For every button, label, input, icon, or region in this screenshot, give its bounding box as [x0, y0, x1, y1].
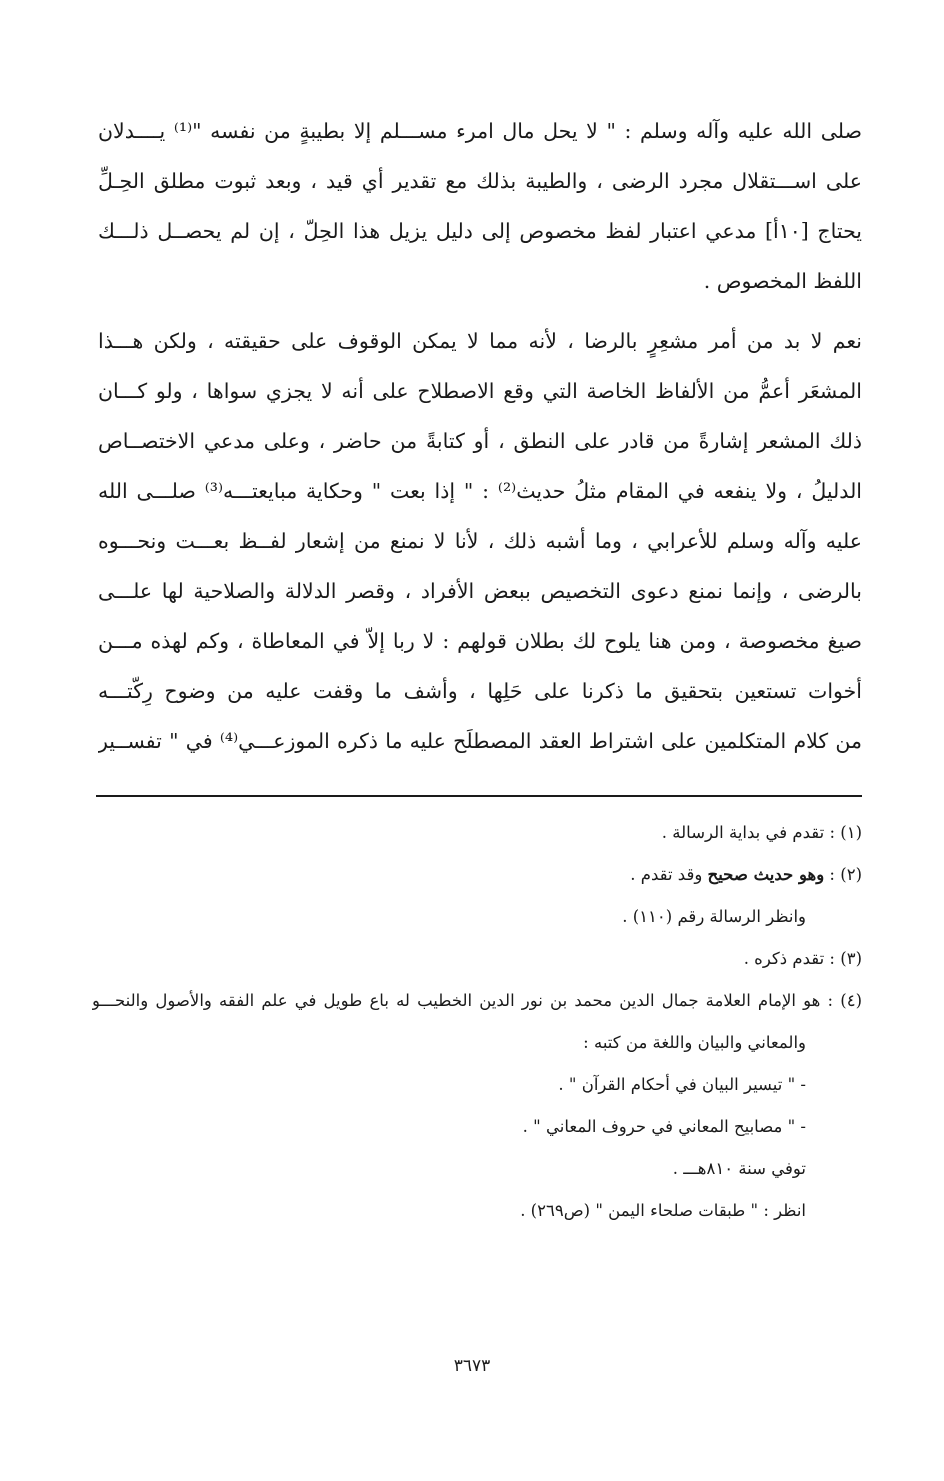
text-line: صيغ مخصوصة ، ومن هنا يلوح لك بطلان قولهم : لا ربا إلاّ في المعاطاة ، وكم لهذه مـــن [98, 629, 862, 653]
text-line: يحتاج [١٠أ] مدعي اعتبار لفظ مخصوص إلى دليل يزيل هذا الحِلّ ، إن لم يحصــل ذلـــك [98, 219, 862, 243]
footnote-2-prefix: (٢) : [824, 865, 862, 884]
footnote-4-death-year: توفي سنة ٨١٠هـــ . [672, 1159, 806, 1178]
paragraph-gap [98, 306, 862, 316]
footnotes [92, 812, 862, 1232]
text-line: أخوات تستعين بتحقيق ما ذكرنا على حَلِها ، وأشف ما وقفت عليه من وضوح رِكّتـــه [98, 679, 862, 703]
text-line: المشعَر أعمُّ من الألفاظ الخاصة التي وقع الاصطلاح على أنه لا يجزي سواها ، ولو كـــان [98, 379, 862, 403]
footnote-4-reference: انظر : " طبقات صلحاء اليمن " (ص٢٦٩) . [520, 1201, 806, 1220]
text-line: اللفظ المخصوص . [703, 269, 862, 293]
footnote-2-suffix: وقد تقدم . [630, 865, 708, 884]
footnote-2-continuation: وانظر الرسالة رقم (١١٠) . [622, 907, 806, 926]
footnote-3: (٣) : تقدم ذكره . [743, 949, 862, 968]
footnote-4-list-item: - " تيسير البيان في أحكام القرآن " . [558, 1075, 806, 1094]
text-line: صلى الله عليه وآله وسلم : " لا يحل مال امرء مســـلم إلا بطيبةٍ من نفسه "⁽¹⁾ يــــدلان [98, 119, 862, 143]
footnote-4: (٤) : هو الإمام العلامة جمال الدين محمد بن نور الدين الخطيب له باع طويل في علم الفقه والأصول والنحـــو [92, 991, 862, 1010]
footnote-4-list-item: - " مصابيح المعاني في حروف المعاني " . [522, 1117, 806, 1136]
text-line: على اســـتقلال مجرد الرضى ، والطيبة بذلك مع تقدير أي قيد ، وبعد ثبوت مطلق الحِـلِّ [98, 169, 862, 193]
text-line: نعم لا بد من أمر مشعِرٍ بالرضا ، لأنه مما لا يمكن الوقوف على حقيقته ، ولكن هـــذا [98, 329, 862, 353]
text-line: من كلام المتكلمين على اشتراط العقد المصطلَح عليه ما ذكره الموزعـــي⁽⁴⁾ في " تفســير [98, 729, 862, 753]
text-line: الدليلُ ، ولا ينفعه في المقام مثلُ حديث⁽²⁾ : " إذا بعت " وحكاية مبايعتـــه⁽³⁾ صلـــى الله [98, 479, 862, 503]
text-line: بالرضى ، وإنما نمنع دعوى التخصيص ببعض الأفراد ، وقصر الدلالة والصلاحية لها علـــى [98, 579, 862, 603]
footnote-1: (١) : تقدم في بداية الرسالة . [661, 823, 862, 842]
page-number: ٣٦٧٣ [453, 1356, 491, 1376]
footnote-separator [96, 795, 862, 797]
text-line: ذلك المشعر إشارةً من قادر على النطق ، أو كتابةً من حاضر ، وعلى مدعي الاختصــاص [98, 429, 862, 453]
footnote-2-bold: وهو حديث صحيح [707, 865, 825, 884]
footnote-4-continuation: والمعاني والبيان واللغة من كتبه : [583, 1033, 806, 1052]
text-line: عليه وآله وسلم للأعرابي ، وما أشبه ذلك ، لأنا لا نمنع من إشعار لفــظ بعـــت ونحـــوه [98, 529, 862, 553]
main-text [98, 106, 862, 766]
footnote-2 [92, 854, 862, 896]
